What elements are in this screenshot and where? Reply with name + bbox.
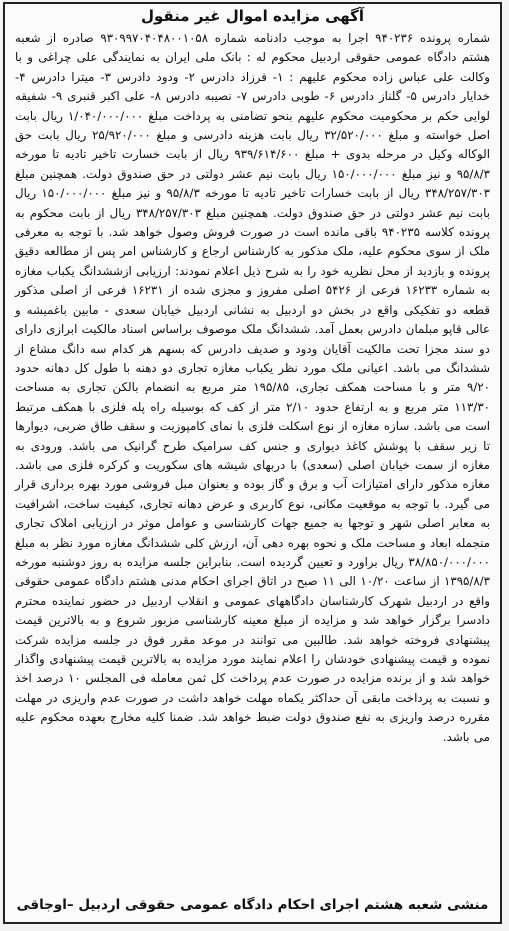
notice-title: آگهی مزایده اموال غیر منقول (140, 7, 365, 25)
notice-signature: منشی شعبه هشتم اجرای احکام دادگاه عمومی حقوقی اردبیل –اوجاقی (16, 897, 489, 913)
notice-body-text: شماره پرونده ۹۴۰۲۳۶ اجرا به موجب دادنامه شماره ۹۳۰۹۹۷۰۴۰۴۸۰۰۱۰۵۸ صادره از شعبه هشتم دادگاه عمومی حقوقی اردبیل محکوم له : بانک ملی ایران به نمایندگی علی چراغی و با وکالت علی عباس زاده محکوم علیهم : ۱- فرزاد دادرس ۲- ودود دادرس ۳- میترا دادرس ۴- خدایار دادرس ۵- گلناز دادرس ۶- طوبی دادرس ۷- نصیبه دادرس ۸- علی اکبر قنبری ۹- شفیقه لوایی حکم بر محکومیت محکوم علیهم بنحو تضامنی به پرداخت مبلغ ۱/۰۴۰/۰۰۰/۰۰۰ ریال بابت اصل خواسته و مبلغ ۳۲/۵۲۰/۰۰۰ ریال بابت هزینه دادرسی و مبلغ ۲۵/۹۲۰/۰۰۰ ریال بابت حق الوکاله وکیل در مرحله بدوی + مبلغ ۹۳۹/۶۱۴/۶۰۰ ریال از بابت خسارت تاخیر تادیه تا مورخه ۹۵/۸/۳ و نیز مبلغ ۱۵۰/۰۰۰/۰۰۰ ریال بابت نیم عشر دولتی در حق صندوق دولت. همچنین مبلغ ۳۴۸/۲۵۷/۳۰۳ ریال از بابت خسارات تاخیر تادیه تا مورخه ۹۵/۸/۳ و نیز مبلغ ۱۵۰/۰۰۰/۰۰۰ ریال بابت نیم عشر دولتی در حق صندوق دولت. همچنین مبلغ ۳۴۸/۲۵۷/۳۰۳ ریال از بابت محکوم به پرونده کلاسه ۹۴۰۲۳۵ باقی مانده است در صورت فروش وصول خواهد شد. با توجه به معرفی ملک از سوی محکوم علیه، ملک مذکور به کارشناس ارجاع و کارشناس امر پس از مطالعه دقیق پرونده و بازدید از محل نظریه خود را به شرح ذیل اعلام نمودند: ارزیابی ازششدانگ یکباب مغازه به شماره ۱۶۲۳۳ فرعی از ۵۴۲۶ اصلی مفروز و مجزی شده از ۱۶۲۳۱ فرعی از اصلی مذکور قطعه دو تفکیکی واقع در بخش دو اردبیل به نشانی اردبیل خیابان سعدی - مابین باغمیشه و عالی قاپو مبلمان دادرس بعمل آمد. ششدانگ ملک موصوف براساس اسناد مالکیت ابرازی دارای دو سند مجزا تحت مالکیت آقایان ودود و صدیف دادرس که بسهم هر کدام سه دانگ مشاع از ششدانگ می باشد. اعیانی ملک مورد نظر یکباب مغازه تجاری دو دهنه با طول کل دهانه حدود ۹/۲۰ متر و با مساحت همکف تجاری، ۱۹۵/۸۵ متر مربع به انضمام بالکن تجاری به مساحت ۱۱۳/۳۰ متر مربع و به ارتفاع حدود ۲/۱۰ متر از کف که بوسیله راه پله فلزی با همکف مرتبط است می باشد. سازه مغازه از نوع اسکلت فلزی با نمای کامپوزیت و سقف طاق ضربی، دیوارها تا زیر سقف با پوشش کاغذ دیواری و جنس کف سرامیک طرح گرانیک می باشد. ورودی به مغازه از سمت خیابان اصلی (سعدی) با دربهای شیشه های سکوریت و کرکره فلزی می باشد. مغازه مذکور دارای امتیازات آب و برق و گاز بوده و بعنوان مبل فروشی مورد بهره برداری قرار می گیرد. با توجه به موقعیت مکانی، نوع کاربری و عرض دهانه تجاری، کیفیت ساخت، اشرافیت به معابر اصلی شهر و توجها به جمیع جهات کارشناسی و عوامل موثر در ارزیابی املاک تجاری منجمله ابعاد و مساحت ملک و نحوه بهره دهی آن، ارزش کلی ششدانگ مغازه مورد نظر به مبلغ ۳۸/۸۵۰/۰۰۰/۰۰۰ ریال براورد و تعیین گردیده است. بنابراین جلسه مزایده به روز دوشنبه مورخه ۱۳۹۵/۸/۳ از ساعت ۱۰/۲۰ الی ۱۱ صبح در اتاق اجرای احکام مدنی هشتم دادگاه عمومی حقوقی واقع در اردبیل شهرک کارشناسان دادگاههای عمومی و انقلاب اردبیل در حضور نماینده محترم دادسرا برگزار خواهد شد و مزایده از مبلغ معینه کارشناسی مزبور شروع و به بالاترین قیمت پیشنهادی فروخته خواهد شد. طالبین می توانند در موعد مقرر فوق در جلسه مزایده شرکت نموده و قیمت پیشنهادی خودشان را اعلام نمایند مورد مزایده به بالاترین قیمت پیشنهادی واگذار خواهد شد و از برنده مزایده در صورت عدم پرداخت کل ثمن معامله فی المجلس ۱۰ درصد اخذ و نسبت به پرداخت مابقی آن حداکثر یکماه مهلت خواهد داشت در صورت عدم واریزی در مهلت مقرره درصد واریزی به نفع صندوق دولت ضبط خواهد شد. ضمنا کلیه مخارج بعهده محکوم علیه می باشد. (15, 31, 491, 744)
legal-notice (3, 2, 502, 924)
